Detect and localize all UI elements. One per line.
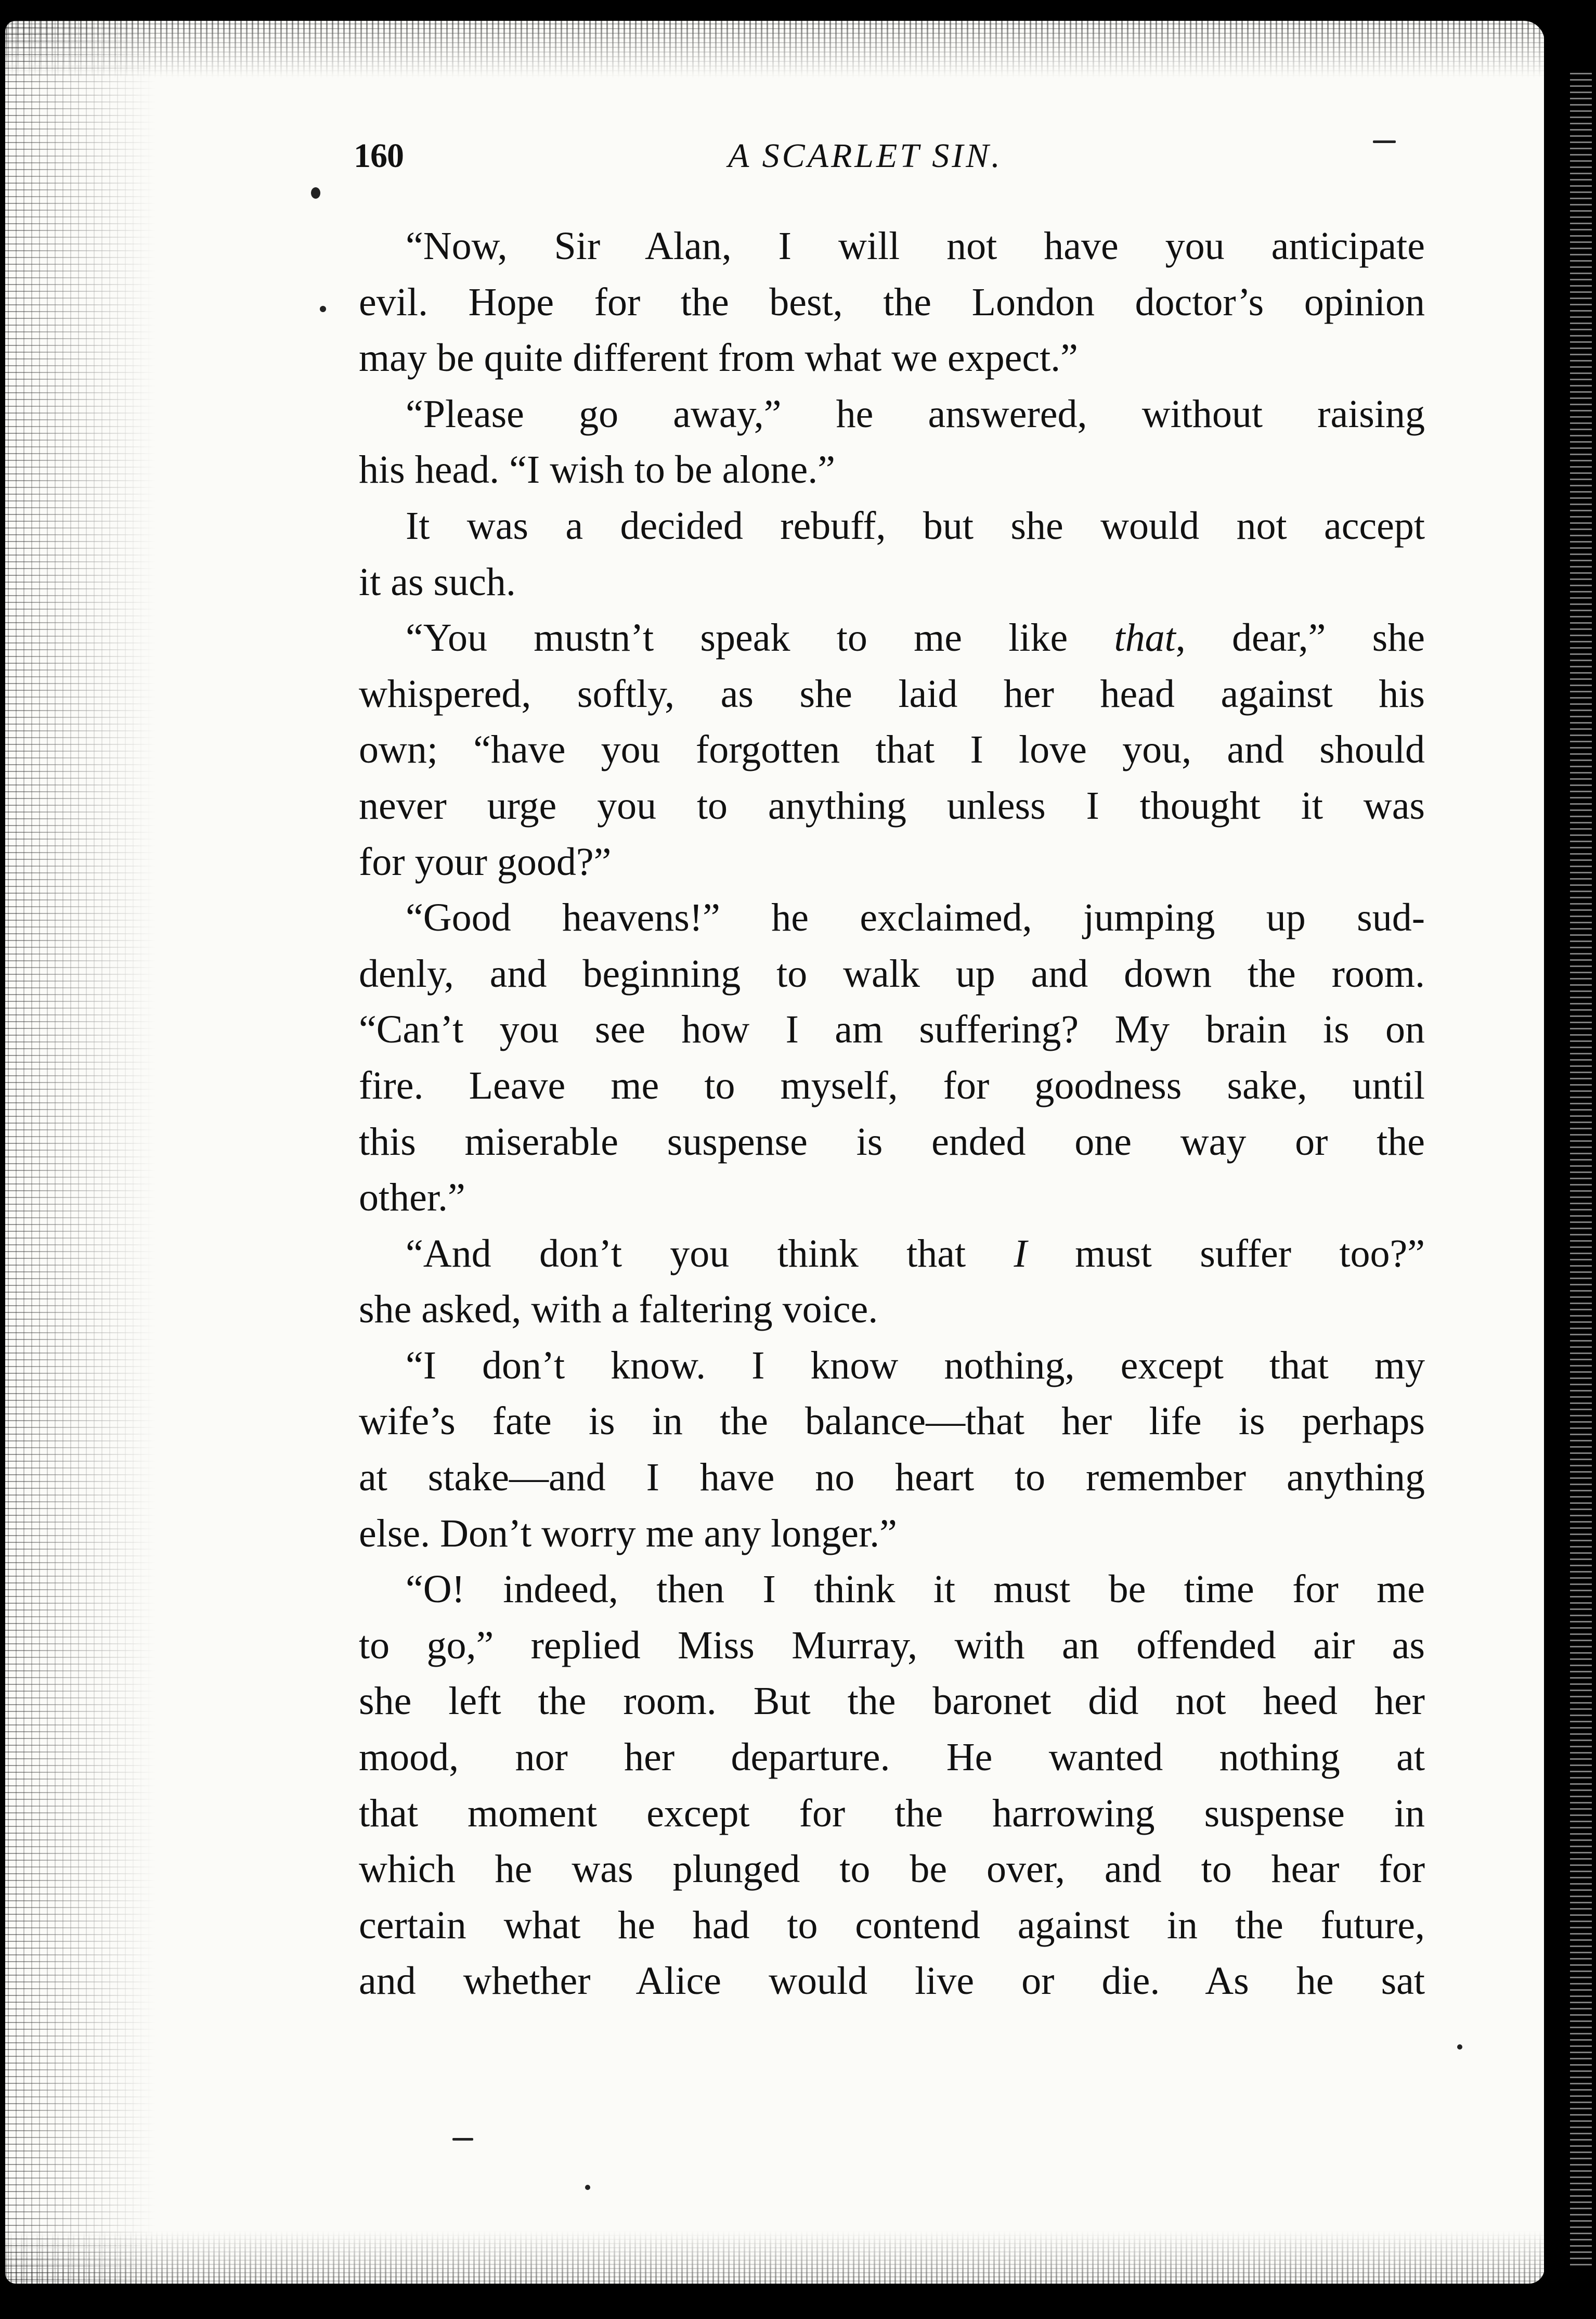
text-line: own; “have you forgotten that I love you, and should [359, 728, 1425, 772]
page-edge-bottom [0, 2231, 1596, 2319]
text-line: other.” [359, 1176, 465, 1220]
emphasis: that [1114, 616, 1176, 660]
text-line: may be quite different from what we expect.” [359, 336, 1078, 380]
text-line: “O! indeed, then I think it must be time for me [406, 1567, 1425, 1612]
running-title: A SCARLET SIN. [728, 137, 1003, 175]
scan-speck [1457, 2044, 1462, 2050]
text-line: “Good heavens!” he exclaimed, jumping up sud- [406, 896, 1425, 940]
text-line: “You mustn’t speak to me like that, dear,” she [406, 616, 1425, 660]
text-line: never urge you to anything unless I thought it was [359, 783, 1425, 828]
text-line: to go,” replied Miss Murray, with an offended air as [359, 1623, 1425, 1667]
text-line: for your good?” [359, 840, 612, 884]
text-line: it as such. [359, 560, 516, 604]
page-number: 160 [354, 137, 404, 175]
page-edge-left [0, 0, 156, 2319]
text-line: It was a decided rebuff, but she would not accept [406, 504, 1425, 548]
text-line: mood, nor her departure. He wanted nothing at [359, 1735, 1425, 1780]
text-line: at stake—and I have no heart to remember anything [359, 1455, 1425, 1500]
text-line: wife’s fate is in the balance—that her life is perhaps [359, 1399, 1425, 1444]
text-line: she left the room. But the baronet did not heed her [359, 1679, 1425, 1723]
text-line: “I don’t know. I know nothing, except that my [406, 1343, 1425, 1387]
scan-speck [1373, 140, 1396, 143]
scan-speck [311, 187, 320, 199]
text-line: whispered, softly, as she laid her head against his [359, 672, 1425, 716]
running-header [354, 136, 1425, 188]
text-line: which he was plunged to be over, and to hear for [359, 1847, 1425, 1891]
text-line: and whether Alice would live or die. As he sat [359, 1959, 1425, 2003]
emphasis: I [1014, 1231, 1027, 1276]
scan-speck [452, 2138, 473, 2141]
text-line: that moment except for the harrowing suspense in [359, 1791, 1425, 1835]
text-line: “Can’t you see how I am suffering? My brain is on [359, 1008, 1425, 1052]
text-line: denly, and beginning to walk up and down the room. [359, 951, 1425, 996]
scan-speck [320, 306, 326, 312]
body-text [359, 218, 1425, 2009]
text-line: fire. Leave me to myself, for goodness sake, until [359, 1063, 1425, 1107]
text-line: else. Don’t worry me any longer.” [359, 1511, 897, 1555]
text-line: she asked, with a faltering voice. [359, 1287, 878, 1332]
text-line: this miserable suspense is ended one way or the [359, 1119, 1425, 1164]
text-line: “And don’t you think that I must suffer too?” [406, 1231, 1425, 1276]
page-edge-top [0, 0, 1596, 78]
text-line: “Please go away,” he answered, without raising [406, 392, 1425, 436]
text-line: “Now, Sir Alan, I will not have you anticipate [406, 224, 1425, 268]
scan-speck [585, 2185, 590, 2190]
text-line: evil. Hope for the best, the London doctor’s opinion [359, 280, 1425, 324]
next-page-edge [1570, 73, 1592, 2268]
text-line: certain what he had to contend against in the future, [359, 1903, 1425, 1947]
text-line: his head. “I wish to be alone.” [359, 448, 835, 492]
